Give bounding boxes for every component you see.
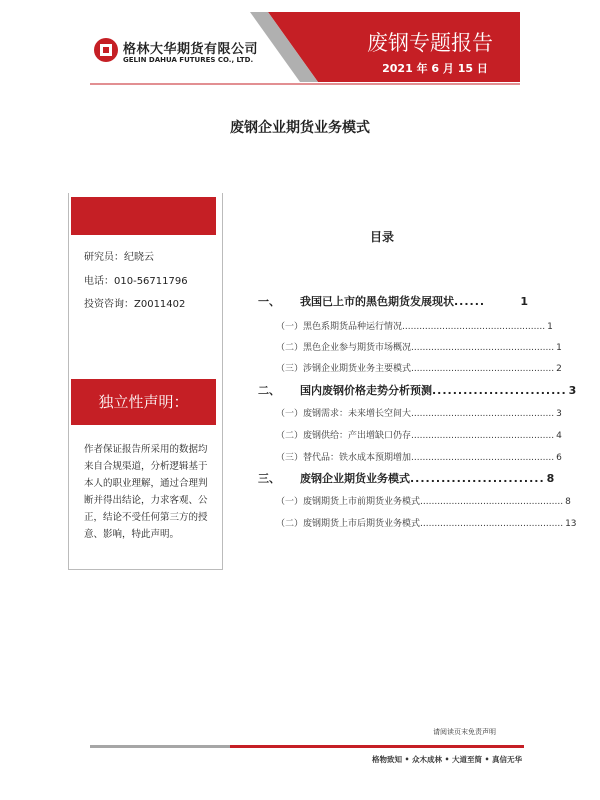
toc-page: 1 [556, 343, 562, 353]
footer-rule [90, 745, 524, 748]
toc-text: 黑色系期货品种运行情况 [303, 322, 403, 332]
toc-page: 6 [556, 453, 562, 463]
company-logo [93, 37, 119, 63]
toc-leader: ...... [454, 295, 486, 308]
toc-entry[interactable] [258, 293, 528, 309]
toc-number: （二） [276, 343, 304, 353]
toc-entry[interactable] [276, 450, 562, 463]
toc-title: 目录 [370, 230, 395, 244]
footer-slogan: 格物致知 • 众木成林 • 大道至简 • 真信无华 [371, 755, 522, 764]
declaration-title: 独立性声明： [98, 393, 189, 411]
toc-text: 废钢供给：产出增缺口仍存 [303, 431, 412, 441]
toc-entry[interactable] [258, 470, 555, 486]
report-title: 废钢专题报告 [367, 31, 493, 55]
main-title: 废钢企业期货业务模式 [230, 120, 370, 136]
header-banner [0, 0, 600, 90]
toc-number: （二） [276, 431, 304, 441]
toc-page: 8 [546, 472, 555, 485]
toc-page: 2 [556, 364, 562, 374]
toc-text: 替代品：铁水成本预期增加 [303, 453, 412, 463]
toc-page: 3 [556, 409, 562, 419]
sidebar-red-band [71, 197, 216, 235]
toc-entry[interactable] [276, 319, 553, 332]
company-name-cn: 格林大华期货有限公司 [123, 42, 259, 57]
toc-text: 国内废钢价格走势分析预测 [300, 384, 432, 397]
toc-leader: .......................... [410, 472, 545, 485]
toc-entry[interactable] [276, 340, 562, 353]
toc-leader: .................................................. [411, 453, 555, 463]
toc-number: （一） [276, 322, 304, 332]
toc-text: 涉钢企业期货业务主要模式 [303, 364, 412, 374]
toc-entry[interactable] [276, 406, 562, 419]
toc-text: 废钢期货上市后期货业务模式 [303, 519, 421, 529]
toc-entry[interactable] [276, 361, 562, 374]
researcher-name: 研究员：纪晓云 [84, 252, 154, 263]
toc-leader: .................................................. [411, 364, 555, 374]
company-name-en: GELIN DAHUA FUTURES CO., LTD. [123, 56, 254, 64]
toc-page: 8 [565, 497, 571, 507]
toc-text: 我国已上市的黑色期货发展现状 [300, 295, 454, 308]
researcher-license: 投资咨询：Z0011402 [84, 299, 186, 310]
toc-number: 一、 [258, 295, 280, 308]
author-sidebar [68, 193, 223, 570]
toc-entry[interactable] [258, 382, 577, 398]
toc-number: （一） [276, 497, 304, 507]
toc-text: 废钢企业期货业务模式 [300, 472, 410, 485]
toc-text: 废钢期货上市前期货业务模式 [303, 497, 421, 507]
toc-leader: .......................... [432, 384, 567, 397]
toc-entry[interactable] [276, 428, 562, 441]
toc-page: 1 [547, 322, 553, 332]
toc-page: 4 [556, 431, 562, 441]
declaration-band [71, 379, 216, 425]
researcher-phone: 电话：010-56711796 [84, 276, 188, 287]
toc-entry[interactable] [276, 494, 571, 507]
declaration-text: 作者保证报告所采用的数据均来自合规渠道，分析逻辑基于本人的职业理解，通过合理判断并得出结论，力求客观、公正，结论不受任何第三方的授意、影响，特此声明。 [84, 444, 208, 540]
report-date: 2021 年 6 月 15 日 [382, 62, 488, 75]
toc-number: （一） [276, 409, 304, 419]
disclaimer-note: 请阅读页末免责声明 [433, 728, 496, 736]
toc-number: 二、 [258, 384, 280, 397]
toc-number: （三） [276, 453, 304, 463]
toc-page: 1 [520, 295, 528, 308]
toc-leader: .................................................. [411, 343, 555, 353]
toc-leader: .................................................. [420, 497, 564, 507]
toc-number: （二） [276, 519, 304, 529]
toc-page: 3 [568, 384, 577, 397]
toc-page: 13 [565, 519, 577, 529]
toc-text: 废钢需求：未来增长空间大 [303, 409, 412, 419]
toc-entry[interactable] [276, 516, 577, 529]
toc-leader: .................................................. [411, 431, 555, 441]
toc-leader: .................................................. [411, 409, 555, 419]
toc-number: （三） [276, 364, 304, 374]
toc-leader: .................................................. [420, 519, 564, 529]
toc-text: 黑色企业参与期货市场概况 [303, 343, 412, 353]
toc-number: 三、 [258, 472, 280, 485]
toc-leader: .................................................. [402, 322, 546, 332]
